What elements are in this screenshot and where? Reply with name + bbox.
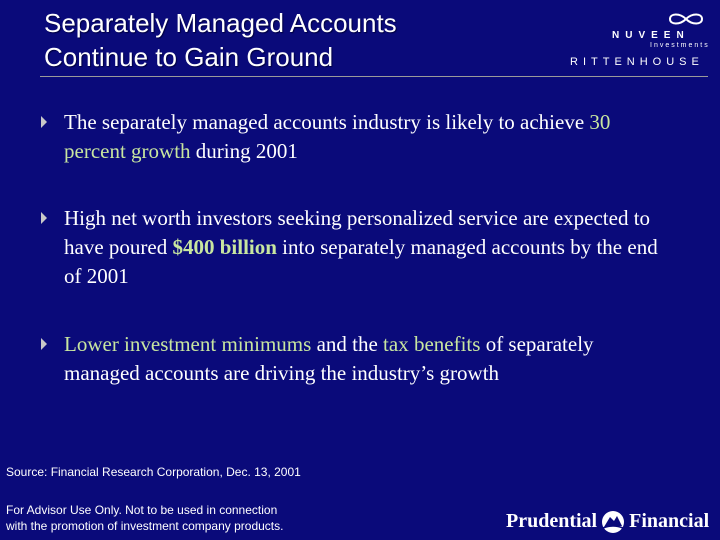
title-divider bbox=[40, 76, 708, 77]
prudential-wordmark: Prudential bbox=[506, 510, 598, 532]
bullet-2-text-start: High net worth investors seeking personalized service are expected to have poured bbox=[64, 206, 651, 259]
disclaimer bbox=[6, 502, 283, 534]
bullet-1-text-end: during 2001 bbox=[190, 139, 298, 163]
slide-title-line-1: Separately Managed Accounts bbox=[44, 8, 397, 38]
source-citation: Source: Financial Research Corporation, Dec. 13, 2001 bbox=[6, 465, 301, 479]
financial-wordmark: Financial bbox=[629, 510, 710, 532]
bullet-2-highlight: $400 billion bbox=[172, 235, 277, 259]
slide-title bbox=[44, 6, 397, 74]
bullet-item-1 bbox=[40, 108, 660, 166]
bullet-1-highlight: 30 percent growth bbox=[64, 110, 611, 163]
bullet-item-2 bbox=[40, 204, 660, 291]
disclaimer-line-1: For Advisor Use Only. Not to be used in connection bbox=[6, 503, 278, 517]
rittenhouse-wordmark: RITTENHOUSE bbox=[570, 56, 704, 68]
disclaimer-line-2: with the promotion of investment company products. bbox=[6, 519, 284, 533]
bullet-3-text-middle: and the bbox=[311, 332, 384, 356]
nuveen-rittenhouse-logo bbox=[566, 10, 712, 72]
bullet-arrow-icon bbox=[41, 212, 47, 224]
bullet-3-highlight-1: Lower investment minimums bbox=[64, 332, 312, 356]
bullet-1-text-start: The separately managed accounts industry is likely to achieve bbox=[64, 110, 590, 134]
prudential-financial-logo bbox=[506, 510, 709, 538]
nuveen-investments-text: Investments bbox=[650, 42, 710, 49]
rock-of-gibraltar-icon bbox=[601, 510, 625, 534]
nuveen-infinity-icon bbox=[666, 10, 706, 28]
bullet-3-highlight-2: tax benefits bbox=[383, 332, 481, 356]
slide-title-line-2: Continue to Gain Ground bbox=[44, 42, 334, 72]
bullet-arrow-icon bbox=[41, 116, 47, 128]
bullet-item-3 bbox=[40, 330, 660, 388]
nuveen-wordmark: NUVEEN bbox=[612, 30, 690, 41]
bullet-2-text-end: into separately managed accounts by the end of 2001 bbox=[64, 235, 658, 288]
bullet-3-text-end: of separately managed accounts are driving the industry’s growth bbox=[64, 332, 594, 385]
bullet-arrow-icon bbox=[41, 338, 47, 350]
